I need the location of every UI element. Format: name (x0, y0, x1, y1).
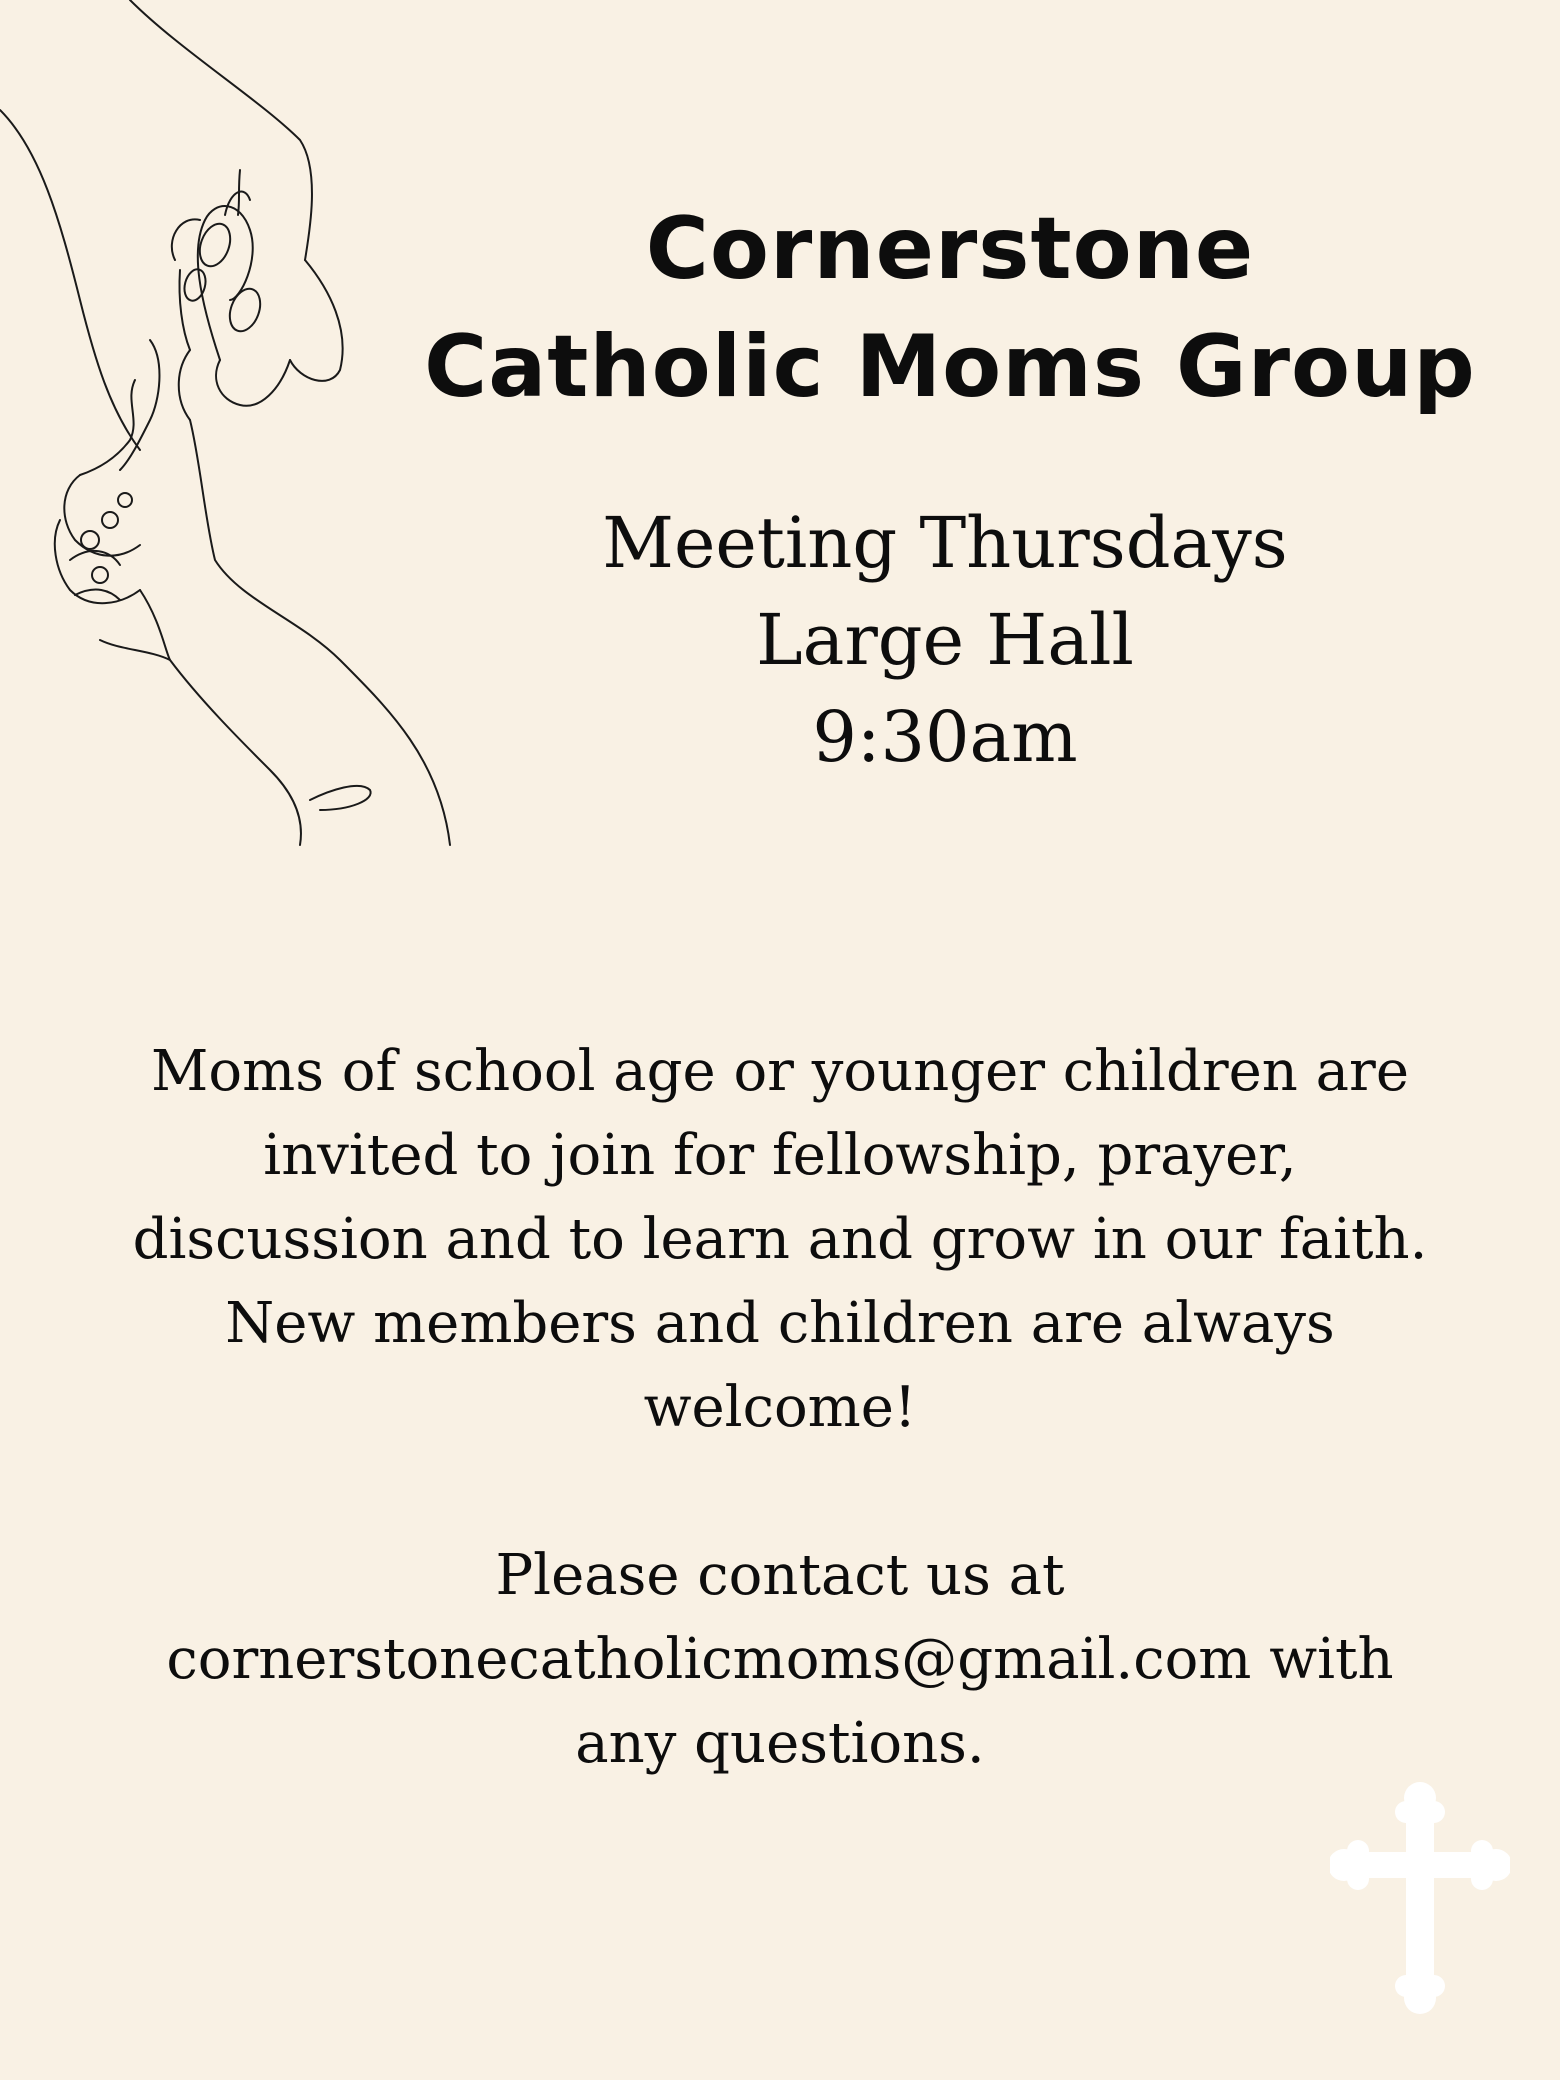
description-line: Moms of school age or younger children are (151, 1039, 1409, 1104)
description-line: welcome! (643, 1375, 917, 1440)
description-line: New members and children are always (225, 1291, 1335, 1356)
meeting-time: 9:30am (812, 696, 1078, 778)
description-block (30, 1030, 1530, 1786)
description-line: discussion and to learn and grow in our faith. (132, 1207, 1428, 1272)
description-line: invited to join for fellowship, prayer, (263, 1123, 1297, 1188)
meeting-location: Large Hall (756, 599, 1134, 681)
spacer (30, 1450, 1530, 1534)
title-block (390, 190, 1510, 426)
meeting-day: Meeting Thursdays (602, 502, 1288, 584)
contact-line: Please contact us at (495, 1543, 1065, 1608)
cross-icon (1330, 1780, 1510, 2015)
contact-email: cornerstonecatholicmoms@gmail.com with (166, 1627, 1394, 1692)
meeting-info (540, 495, 1350, 786)
page-subtitle: Catholic Moms Group (424, 317, 1476, 417)
page-title: Cornerstone (645, 199, 1255, 299)
contact-line: any questions. (575, 1711, 985, 1776)
